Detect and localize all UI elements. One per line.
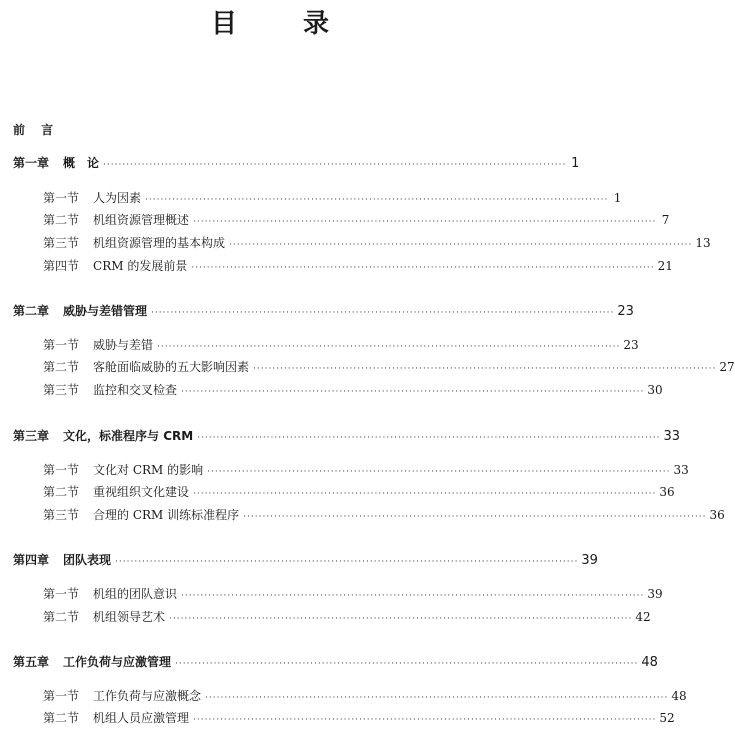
page-number: 39 <box>647 587 663 601</box>
toc-section-entry[interactable] <box>43 585 663 603</box>
section-number: 第一节 <box>43 191 80 205</box>
section-number: 第二节 <box>43 711 80 725</box>
page-number: 33 <box>663 429 681 444</box>
toc-chapter-entry[interactable] <box>13 154 580 172</box>
section-number: 第二节 <box>43 610 80 624</box>
toc-section-entry[interactable] <box>43 506 725 524</box>
section-title: 人为因素 <box>93 191 142 205</box>
page-number: 21 <box>657 259 673 273</box>
chapter-title: 工作负荷与应激管理 <box>63 655 172 669</box>
chapter-title: 文化，标准程序与 CRM <box>63 429 194 443</box>
page-number: 33 <box>673 463 689 477</box>
dot-leader: ························································································································ <box>207 467 671 477</box>
toc-section-entry[interactable] <box>43 709 675 727</box>
section-title: 机组的团队意识 <box>93 587 178 601</box>
section-title: 监控和交叉检查 <box>93 383 178 397</box>
page-number: 39 <box>581 553 598 568</box>
chapter-number: 第四章 <box>13 553 50 567</box>
toc-section-entry[interactable] <box>43 608 651 626</box>
toc-section-entry[interactable] <box>43 234 711 252</box>
page-title: 目 录 <box>210 9 349 39</box>
dot-leader: ························································································································ <box>229 240 693 250</box>
toc-section-entry[interactable] <box>43 336 639 354</box>
page-number: 1 <box>613 191 622 205</box>
toc-section-entry[interactable] <box>43 189 622 207</box>
dot-leader: ························································································································ <box>197 433 661 443</box>
dot-leader: ························································································································ <box>103 160 567 170</box>
section-title: 机组人员应激管理 <box>93 711 190 725</box>
page-number: 52 <box>659 711 675 725</box>
dot-leader: ························································································································ <box>191 263 655 273</box>
toc-section-entry[interactable] <box>43 358 735 376</box>
toc-chapter-entry[interactable] <box>13 653 658 671</box>
dot-leader: ························································································································ <box>205 693 669 703</box>
section-title: 合理的 CRM 训练标准程序 <box>93 508 240 522</box>
chapter-number: 第一章 <box>13 156 50 170</box>
section-title: 客舱面临威胁的五大影响因素 <box>93 360 250 374</box>
section-title: 机组领导艺术 <box>93 610 166 624</box>
section-number: 第四节 <box>43 259 80 273</box>
section-number: 第三节 <box>43 383 80 397</box>
section-number: 第一节 <box>43 689 80 703</box>
chapter-number: 第三章 <box>13 429 50 443</box>
section-number: 第二节 <box>43 360 80 374</box>
section-title: 机组资源管理概述 <box>93 213 190 227</box>
dot-leader: ························································································································ <box>243 512 707 522</box>
page-number: 42 <box>635 610 651 624</box>
page-number: 36 <box>709 508 725 522</box>
dot-leader: ························································································································ <box>193 715 657 725</box>
toc-section-entry[interactable] <box>43 257 673 275</box>
chapter-title: 威胁与差错管理 <box>63 304 148 318</box>
section-number: 第二节 <box>43 213 80 227</box>
chapter-title: 概 论 <box>63 156 100 170</box>
section-title: 机组资源管理的基本构成 <box>93 236 226 250</box>
section-number: 第一节 <box>43 587 80 601</box>
section-number: 第一节 <box>43 338 80 352</box>
chapter-title: 团队表现 <box>63 553 112 567</box>
section-title: 威胁与差错 <box>93 338 154 352</box>
section-number: 第二节 <box>43 485 80 499</box>
dot-leader: ························································································································ <box>175 659 639 669</box>
dot-leader: ························································································································ <box>151 308 615 318</box>
page-number: 48 <box>671 689 687 703</box>
toc-section-entry[interactable] <box>43 483 675 501</box>
section-title: 重视组织文化建设 <box>93 485 190 499</box>
preface-entry: 前 言 <box>13 123 60 137</box>
toc-section-entry[interactable] <box>43 687 687 705</box>
dot-leader: ························································································································ <box>181 387 645 397</box>
chapter-number: 第五章 <box>13 655 50 669</box>
dot-leader: ························································································································ <box>115 557 579 567</box>
toc-chapter-entry[interactable] <box>13 551 598 569</box>
page-number: 13 <box>695 236 711 250</box>
page-number: 23 <box>623 338 639 352</box>
page-number: 23 <box>617 304 634 319</box>
toc-section-entry[interactable] <box>43 381 663 399</box>
dot-leader: ························································································································ <box>193 489 657 499</box>
section-title: CRM 的发展前景 <box>93 259 188 273</box>
toc-chapter-entry[interactable] <box>13 302 634 320</box>
dot-leader: ························································································································ <box>145 195 609 205</box>
dot-leader: ························································································································ <box>169 614 633 624</box>
dot-leader: ························································································································ <box>157 342 621 352</box>
toc-section-entry[interactable] <box>43 211 670 229</box>
dot-leader: ························································································································ <box>193 217 657 227</box>
page-number: 30 <box>647 383 663 397</box>
section-number: 第三节 <box>43 236 80 250</box>
section-title: 工作负荷与应激概念 <box>93 689 202 703</box>
page-number: 27 <box>719 360 735 374</box>
section-number: 第三节 <box>43 508 80 522</box>
dot-leader: ························································································································ <box>253 364 717 374</box>
section-number: 第一节 <box>43 463 80 477</box>
page-number: 7 <box>661 213 670 227</box>
chapter-number: 第二章 <box>13 304 50 318</box>
page-number: 36 <box>659 485 675 499</box>
toc-chapter-entry[interactable] <box>13 427 681 445</box>
toc-section-entry[interactable] <box>43 461 689 479</box>
page-number: 1 <box>571 156 580 171</box>
page-number: 48 <box>641 655 658 670</box>
dot-leader: ························································································································ <box>181 591 645 601</box>
section-title: 文化对 CRM 的影响 <box>93 463 204 477</box>
